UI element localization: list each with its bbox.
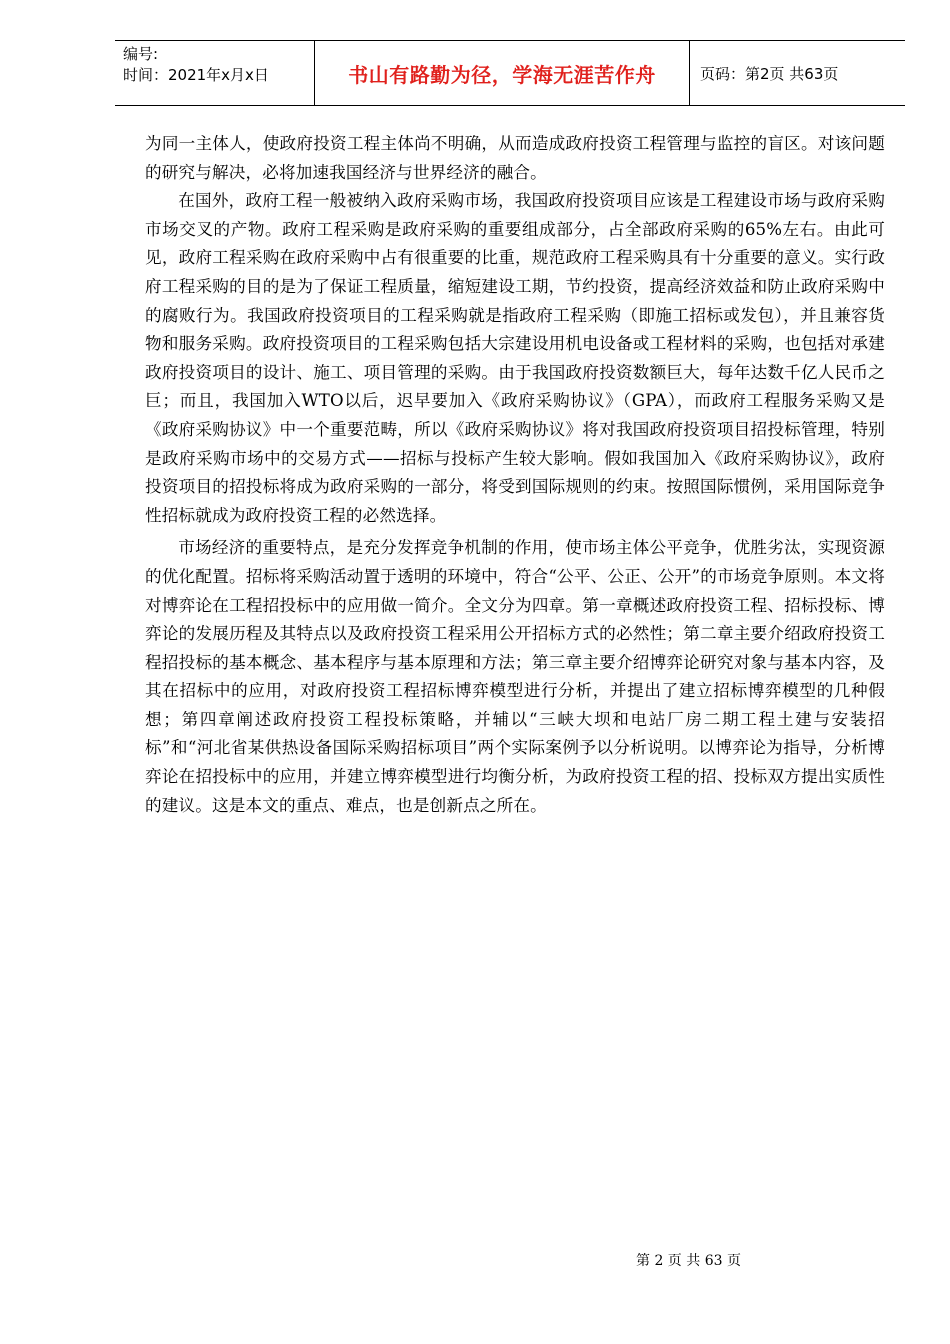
header-page-number: 页码：第2页 共63页: [700, 64, 839, 83]
document-number-label: 编号:: [123, 45, 159, 63]
document-time-label: 时间：2021年x月x日: [123, 66, 269, 84]
body-paragraph: 在国外，政府工程一般被纳入政府采购市场，我国政府投资项目应该是工程建设市场与政府采购市场交叉的产物。政府工程采购是政府采购的重要组成部分，占全部政府采购的65%左右。由此可见，政府工程采购在政府采购中占有很重要的比重，规范政府工程采购具有十分重要的意义。实行政府工程采购的目的是为了保证工程质量，缩短建设工期，节约投资，提高经济效益和防止政府采购中的腐败行为。我国政府投资项目的工程采购就是指政府工程采购（即施工招标或发包），并且兼容货物和服务采购。政府投资项目的工程采购包括大宗建设用机电设备或工程材料的采购，也包括对承建政府投资项目的设计、施工、项目管理的采购。由于我国政府投资数额巨大，每年达数千亿人民币之巨；而且，我国加入WTO以后，迟早要加入《政府采购协议》（GPA），而政府工程服务采购又是《政府采购协议》中一个重要范畴，所以《政府采购协议》将对我国政府投资项目招投标管理，特别是政府采购市场中的交易方式——招标与投标产生较大影响。假如我国加入《政府采购协议》，政府投资项目的招投标将成为政府采购的一部分，将受到国际规则的约束。按照国际惯例，采用国际竞争性招标就成为政府投资工程的必然选择。: [145, 191, 885, 525]
header-motto: 书山有路勤为径，学海无涯苦作舟: [315, 41, 690, 105]
page-header: [115, 40, 905, 106]
page-footer: 第 2 页 共 63 页: [636, 1253, 741, 1269]
document-body: [145, 130, 885, 820]
body-paragraph: 市场经济的重要特点，是充分发挥竞争机制的作用，使市场主体公平竞争，优胜劣汰，实现资源的优化配置。招标将采购活动置于透明的环境中，符合“公平、公正、公开”的市场竞争原则。本文将对博弈论在工程招投标中的应用做一简介。全文分为四章。第一章概述政府投资工程、招标投标、博弈论的发展历程及其特点以及政府投资工程采用公开招标方式的必然性；第二章主要介绍政府投资工程招投标的基本概念、基本程序与基本原理和方法；第三章主要介绍博弈论研究对象与基本内容，及其在招标中的应用，对政府投资工程招标博弈模型进行分析，并提出了建立招标博弈模型的几种假想；第四章阐述政府投资工程投标策略，并辅以“三峡大坝和电站厂房二期工程土建与安装招标”和“河北省某供热设备国际采购招标项目”两个实际案例予以分析说明。以博弈论为指导，分析博弈论在招投标中的应用，并建立博弈模型进行均衡分析，为政府投资工程的招、投标双方提出实质性的建议。这是本文的重点、难点，也是创新点之所在。: [145, 538, 885, 815]
header-meta: [115, 41, 315, 105]
body-paragraph: 为同一主体人，使政府投资工程主体尚不明确，从而造成政府投资工程管理与监控的盲区。对该问题的研究与解决，必将加速我国经济与世界经济的融合。: [145, 134, 885, 182]
